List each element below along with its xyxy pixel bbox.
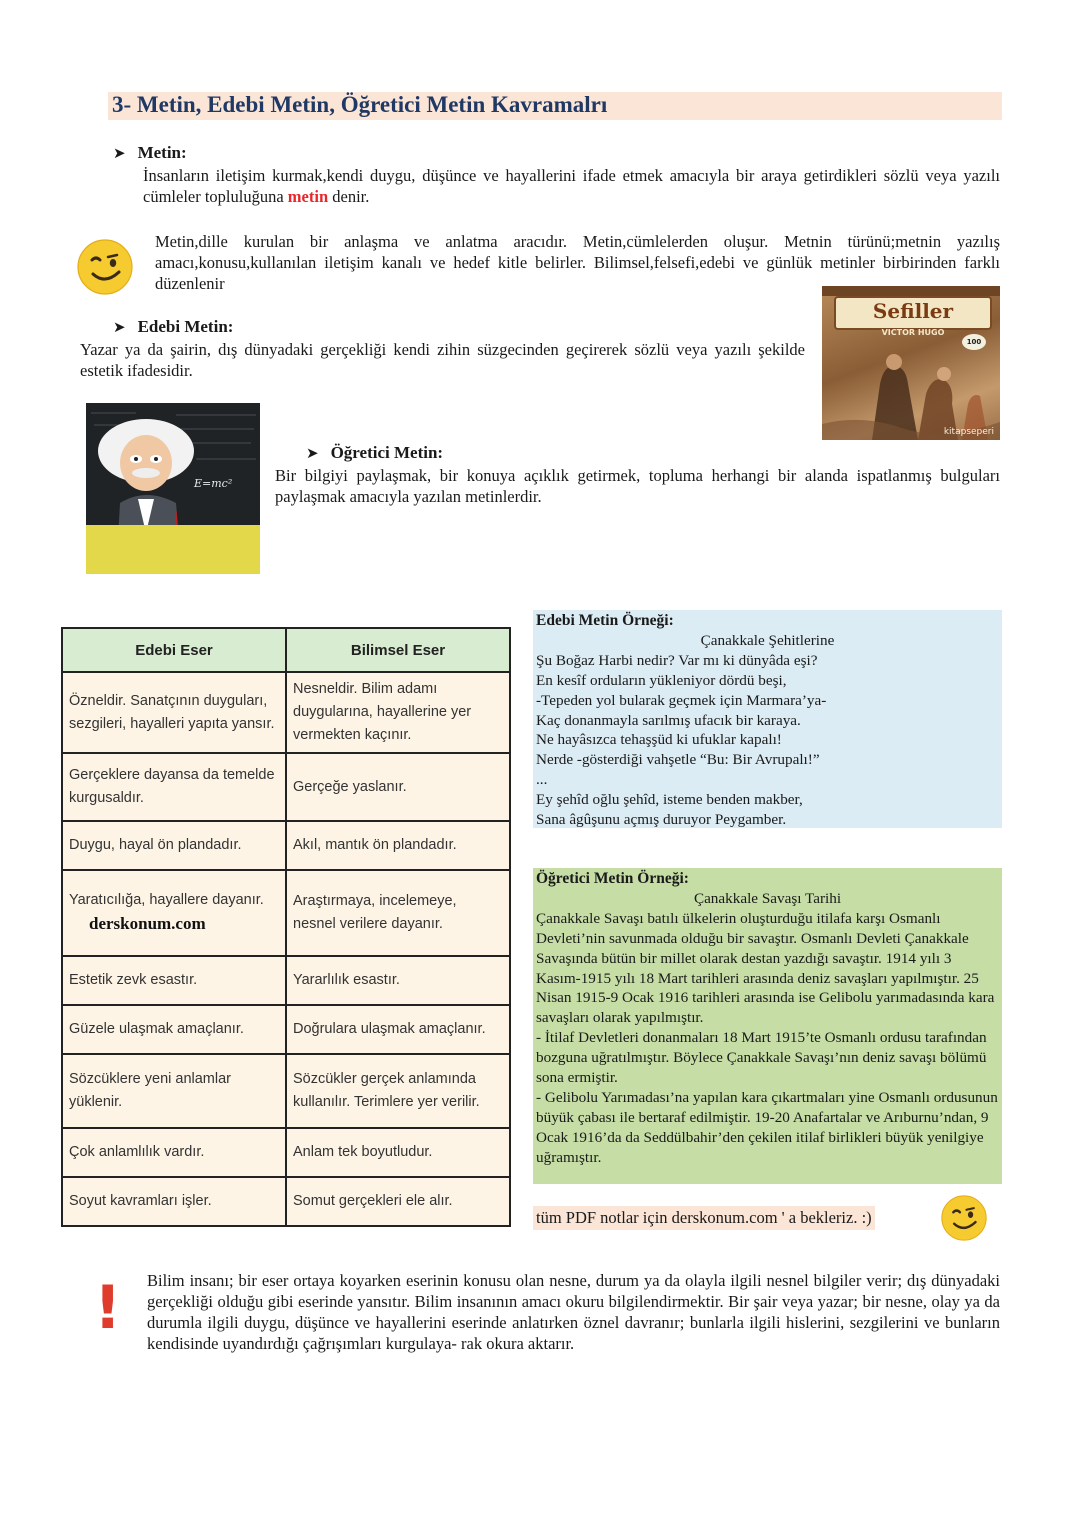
metin-note: Metin,dille kurulan bir anlaşma ve anlatma aracıdır. Metin,cümlelerden oluşur. Metnin türünü;metnin yazılış amacı,konusu,kullanılan iletişim kanalı ve hedef kitle belirler. Bilimsel,felsefi,edebi ve günlük metinler birbirinden farklı düzenlenir xyxy=(155,232,1000,293)
title-bar xyxy=(108,92,1002,120)
poem-line: Sana âgûşunu açmış duruyor Peygamber. xyxy=(536,811,787,829)
ogretici-metin-ornegi-box xyxy=(533,868,1002,1184)
book-author: VICTOR HUGO xyxy=(881,328,945,337)
warning-note: Bilim insanı; bir eser ortaya koyarken eserinin konusu olan nesne, durum ya da olayla ilgili nesnel bilgiler verir; dış dünyadaki gerçekliği olduğu gibi eserinde yansıtır. Bilim insanının amacı okuru bilgilendirmektir. Bir şair veya yazar; bir nesne, olay ya da durumla ilgili duygu, düşünce ve hayallerini eserinde anlatırken öznel davranır; bunlarla ilgili hislerini, sezgilerini ve bunların kendisinde uyandırdığı çağrışımları kurgulaya- rak okura aktarır. xyxy=(147,1271,1000,1353)
winking-smiley-icon xyxy=(77,239,133,295)
poem-line: -Tepeden yol bularak geçmek için Marmara’ya- xyxy=(536,691,827,709)
ogretici-ornek-item: - İtilaf Devletleri donanmaları 18 Mart 1915’te Osmanlı ordusu tarafından bozguna uğratılmıştır. Böylece Çanakkale Savaşı’nın deniz savaşı bölümü sona ermiştir. xyxy=(536,1029,987,1087)
exclamation-icon: ! xyxy=(94,1273,122,1343)
table-cell: Duygu, hayal ön plandadır. xyxy=(62,821,286,870)
table-cell: Estetik zevk esastır. xyxy=(62,956,286,1005)
table-cell: Anlam tek boyutludur. xyxy=(286,1128,510,1177)
table-cell: Gerçeğe yaslanır. xyxy=(286,753,510,821)
table-cell: Soyut kavramları işler. xyxy=(62,1177,286,1226)
einstein-formula: E=mc² xyxy=(194,477,233,490)
table-header-row xyxy=(62,628,510,672)
edebi-metin-heading-label: Edebi Metin: xyxy=(137,317,234,336)
arrow-bullet-icon: ➤ xyxy=(113,318,126,336)
page-title: 3- Metin, Edebi Metin, Öğretici Metin Kavramalrı xyxy=(112,92,608,117)
edebi-metin-ornegi-box xyxy=(533,610,1002,828)
pdf-note: tüm PDF notlar için derskonum.com ' a bekleriz. :) xyxy=(533,1206,875,1230)
table-cell: Nesneldir. Bilim adamı duygularına, hayallerine yer vermekten kaçınır. xyxy=(286,672,510,753)
metin-highlight: metin xyxy=(287,187,329,206)
metin-heading-label: Metin: xyxy=(137,143,187,162)
poem-line: Ey şehîd oğlu şehîd, isteme benden makber, xyxy=(536,791,803,809)
arrow-bullet-icon: ➤ xyxy=(113,144,126,162)
table-row xyxy=(62,753,510,821)
table-cell: Doğrulara ulaşmak amaçlanır. xyxy=(286,1005,510,1054)
poem-line: Ne hayâsızca tehaşşüd ki ufuklar kapalı! xyxy=(536,731,782,749)
table-row xyxy=(62,672,510,753)
ogretici-metin-definition: Bir bilgiyi paylaşmak, bir konuya açıklık getirmek, topluma herhangi bir alanda ispatlanmış bulguları paylaşmak amacıyla yazılan metinlerdir. xyxy=(275,466,1000,506)
table-row xyxy=(62,1054,510,1128)
table-cell: Güzele ulaşmak amaçlanır. xyxy=(62,1005,286,1054)
table-row xyxy=(62,821,510,870)
book-footer: kitapseperi xyxy=(943,427,994,437)
table-row xyxy=(62,870,510,956)
header-bilimsel-eser: Bilimsel Eser xyxy=(286,628,510,672)
table-cell: Yararlılık esastır. xyxy=(286,956,510,1005)
metin-heading xyxy=(113,143,187,163)
table-cell-text: Yaratıcılığa, hayallere dayanır. xyxy=(69,892,264,908)
arrow-bullet-icon: ➤ xyxy=(306,444,319,462)
table-cell: Sözcükler gerçek anlamında kullanılır. Terimlere yer verilir. xyxy=(286,1054,510,1128)
table-row xyxy=(62,1005,510,1054)
poem-line: Şu Boğaz Harbi nedir? Var mı ki dünyâda eşi? xyxy=(536,651,818,669)
table-cell: Sözcüklere yeni anlamlar yüklenir. xyxy=(62,1054,286,1128)
edebi-metin-definition: Yazar ya da şairin, dış dünyadaki gerçekliği kendi zihin süzgecinden geçirerek sözlü veya yazılı şekilde estetik ifadesidir. xyxy=(80,340,805,380)
poem-title: Çanakkale Şehitlerine xyxy=(700,631,835,649)
book-title: Sefiller xyxy=(872,299,954,323)
sefiller-book-cover xyxy=(822,286,1000,440)
table-row xyxy=(62,1177,510,1226)
ogretici-metin-heading-label: Öğretici Metin: xyxy=(330,443,444,462)
poem-line: Kaç donanmayla sarılmış ufacık bir karaya. xyxy=(536,711,801,729)
poem-line: ... xyxy=(536,771,548,789)
comparison-table xyxy=(61,627,511,1227)
metin-text-after: denir. xyxy=(328,187,370,206)
ogretici-ornek-heading: Öğretici Metin Örneği: xyxy=(536,870,689,887)
einstein-caricature-image xyxy=(86,403,260,574)
ogretici-ornek-text: Çanakkale Savaşı batılı ülkelerin oluşturduğu itilafa karşı Osmanlı Devleti’nin savunmada olduğu bir savaştır. Osmanlı Devleti Çanakkale Savaşında bütün bir millet olarak destan yazdığı savaştır. 1914 yılı 3 Kasım-1915 yılı 18 Mart tarihleri arasında deniz savaşları yapılmıştır. 25 Nisan 1915-9 Ocak 1916 tarihleri arasında ise Gelibolu yarımadasında kara savaşları olarak yapılmıştır. xyxy=(536,909,995,1027)
ogretici-ornek-item: - Gelibolu Yarımadası’na yapılan kara çıkartmaları yine Osmanlı ordusunun büyük çabası ile bertaraf edilmiştir. 19-20 Anafartalar ve Arıburnu’ndan, 9 Ocak 1916’da da Seddülbahir’den çekilen itilaf birlikleri büyük yenilgiye uğramıştır. xyxy=(536,1088,998,1166)
winking-smiley-icon xyxy=(941,1195,987,1241)
ogretici-metin-heading xyxy=(306,443,443,463)
table-cell: Akıl, mantık ön plandadır. xyxy=(286,821,510,870)
ogretici-ornek-subtitle: Çanakkale Savaşı Tarihi xyxy=(693,889,842,907)
edebi-ornek-heading: Edebi Metin Örneği: xyxy=(536,612,674,629)
poem-line: Nerde -gösterdiği vahşetle “Bu: Bir Avrupalı!” xyxy=(536,751,820,769)
table-row xyxy=(62,1128,510,1177)
edebi-metin-heading xyxy=(113,317,233,337)
poem-line: En kesîf orduların yükleniyor dördü beşi, xyxy=(536,671,787,689)
metin-text-before: İnsanların iletişim kurmak,kendi duygu, düşünce ve hayallerini ifade etmek amacıyla bir araya getirdikleri sözlü veya yazılı cümleler topluluğuna xyxy=(143,166,1000,206)
table-cell: Gerçeklere dayansa da temelde kurgusaldır. xyxy=(62,753,286,821)
table-cell: Somut gerçekleri ele alır. xyxy=(286,1177,510,1226)
table-cell: Özneldir. Sanatçının duyguları, sezgileri, hayalleri yapıta yansır. xyxy=(62,672,286,753)
book-badge: 100 xyxy=(962,334,986,350)
header-edebi-eser: Edebi Eser xyxy=(62,628,286,672)
table-cell: Araştırmaya, incelemeye, nesnel verilere dayanır. xyxy=(286,870,510,956)
derskonum-watermark: derskonum.com xyxy=(89,914,206,933)
table-cell xyxy=(62,870,286,956)
table-cell: Çok anlamlılık vardır. xyxy=(62,1128,286,1177)
metin-definition xyxy=(143,165,1000,207)
table-row xyxy=(62,956,510,1005)
